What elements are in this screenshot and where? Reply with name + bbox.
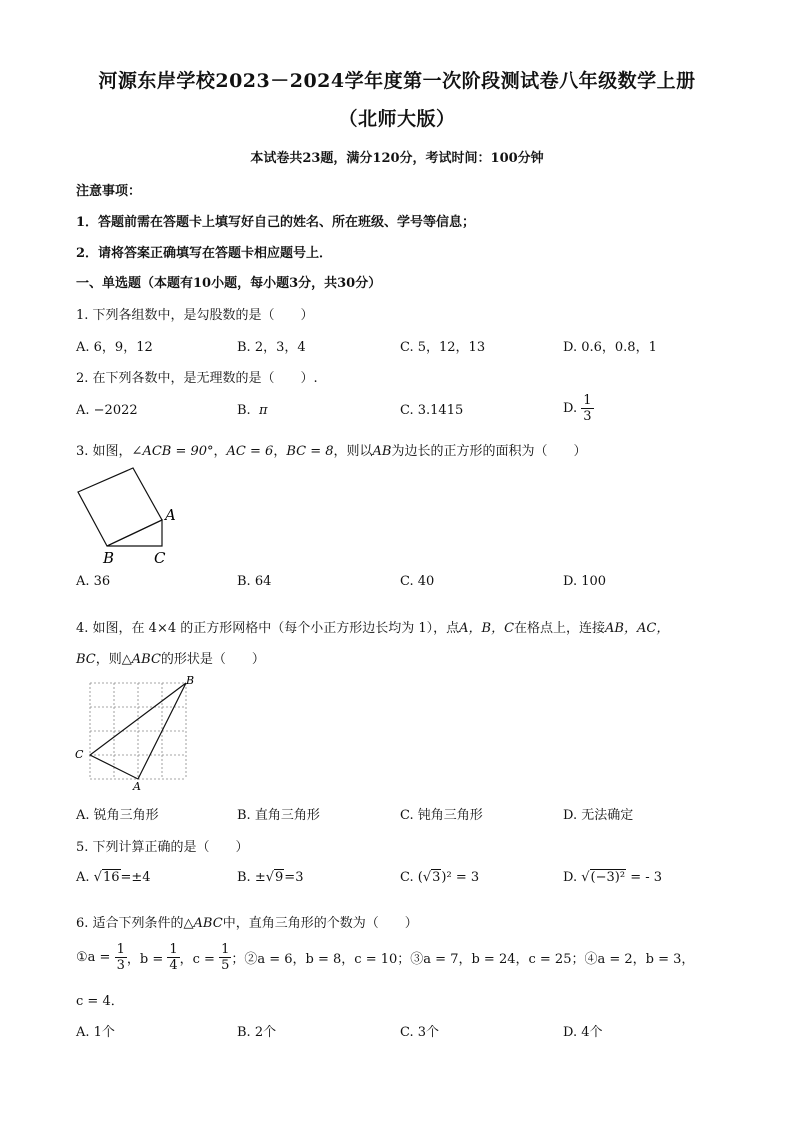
q3-label-a: A: [165, 506, 176, 524]
q6-c-denominator: 5: [221, 958, 230, 973]
question-6-stem: [76, 912, 418, 931]
q5-option-a-rest: =±4: [120, 870, 151, 885]
q3-sep-2: ，: [273, 444, 287, 459]
q5-option-c-rest: = 3: [455, 870, 480, 885]
q4-stem-mid: 在格点上，连接: [514, 621, 606, 636]
q6-option-c: C. 3个: [400, 1025, 440, 1040]
q1-option-d: D. 0.6，0.8，1: [563, 340, 657, 355]
q5-option-d: D. √(−3)² = - 3: [563, 870, 663, 885]
q5-option-d-radicand: (−3)²: [590, 870, 626, 885]
q4-label-c: C: [75, 748, 84, 761]
exam-title: 河源东岸学校2023－2024学年度第一次阶段测试卷八年级数学上册: [98, 70, 696, 92]
q4-option-c: C. 钝角三角形: [400, 808, 483, 823]
q3-ab: AB: [372, 444, 392, 459]
q3-label-b: B: [103, 549, 115, 567]
q6-b-denominator: 4: [169, 958, 178, 973]
q6-triangle-name: △ABC: [183, 916, 223, 931]
q6-cond1-label: ①a =: [76, 950, 111, 965]
q3-angle: ∠ACB = 90°: [131, 444, 214, 459]
q3-option-c: C. 40: [400, 574, 435, 589]
q5-option-c-radicand: 3: [432, 870, 441, 885]
q3-label-c: C: [154, 549, 166, 567]
q5-option-b-radicand: 9: [275, 870, 284, 885]
q5-option-d-label: D.: [563, 870, 578, 885]
q6-c-numerator: 1: [221, 942, 230, 957]
q4-option-a: A. 锐角三角形: [76, 808, 159, 823]
q4-points: A，B，C: [459, 621, 515, 636]
q6-cond1-b-label: ，b =: [126, 952, 164, 967]
q4-label-b: B: [186, 674, 195, 687]
q6-conditions-line-2: c = 4．: [76, 994, 124, 1009]
q4-option-d: D. 无法确定: [563, 808, 634, 823]
q3-bc: BC = 8: [286, 444, 334, 459]
notes-heading: 注意事项：: [76, 184, 142, 199]
q4-stem-suffix: 的形状是（ ）: [160, 652, 265, 667]
q6-cond1-c-fraction: [219, 942, 231, 973]
q6-conditions-line-1: [76, 942, 694, 973]
q4-grid-figure: [72, 673, 198, 791]
q6-cond1-c-label: ，c =: [179, 952, 215, 967]
q2-option-d-fraction: [581, 393, 593, 424]
q2-option-b: [237, 403, 268, 418]
q3-sep-3: ，则以: [333, 444, 373, 459]
q4-label-a: A: [133, 780, 141, 791]
question-2-stem: 2. 在下列各数中，是无理数的是（ ）.: [76, 371, 318, 386]
q1-option-a: A. 6，9，12: [76, 340, 153, 355]
question-3-stem: [76, 440, 586, 459]
q3-figure: [70, 460, 190, 572]
q4-stem-prefix: 4. 如图，在 4×4 的正方形网格中（每个小正方形边长均为 1），点: [76, 621, 460, 636]
q3-square: [78, 468, 162, 546]
note-item-2: 2．请将答案正确填写在答题卡相应题号上．: [76, 246, 333, 261]
q3-stem-prefix: 3. 如图，: [76, 444, 132, 459]
q2-option-d: [563, 393, 594, 424]
q3-option-a: A. 36: [76, 574, 111, 589]
q5-option-b-label: B. ±: [237, 870, 266, 885]
q2-option-b-label: B.: [237, 403, 251, 418]
q3-stem-suffix: 为边长的正方形的面积为（ ）: [391, 444, 587, 459]
section-heading: 一、单选题（本题有10小题，每小题3分，共30分）: [76, 276, 382, 291]
q4-option-b: B. 直角三角形: [237, 808, 320, 823]
question-1-stem: 1. 下列各组数中，是勾股数的是（ ）: [76, 308, 314, 323]
q2-fraction-numerator: 1: [583, 393, 592, 408]
q5-option-b: B. ±√9=3: [237, 870, 304, 885]
q6-option-d: D. 4个: [563, 1025, 603, 1040]
q5-option-a: A. √16=±4: [76, 870, 151, 885]
q6-cond1-b-fraction: [167, 942, 179, 973]
q2-fraction-denominator: 3: [583, 409, 592, 424]
q5-option-a-label: A.: [76, 870, 90, 885]
q4-segment-bc: BC: [76, 652, 96, 667]
q3-sep-1: ，: [213, 444, 227, 459]
q4-segments: AB，AC，: [605, 621, 670, 636]
question-4-stem-line-2: [76, 648, 265, 667]
q2-option-b-value: π: [258, 403, 268, 418]
q3-option-d: D. 100: [563, 574, 607, 589]
q3-triangle: [107, 520, 162, 546]
q5-option-d-rest: = - 3: [630, 870, 663, 885]
exam-edition: （北师大版）: [338, 108, 456, 130]
q4-stem-mid-2: ，则: [95, 652, 122, 667]
q2-option-c: C. 3.1415: [400, 403, 464, 418]
question-5-stem: 5. 下列计算正确的是（ ）: [76, 840, 249, 855]
q5-option-a-radicand: 16: [102, 870, 120, 885]
q4-grid: [90, 683, 186, 779]
q3-option-b: B. 64: [237, 574, 272, 589]
q5-option-b-rest: =3: [284, 870, 304, 885]
exam-info: 本试卷共23题，满分120分，考试时间：100分钟: [250, 151, 544, 166]
q6-stem-suffix: 中，直角三角形的个数为（ ）: [222, 916, 418, 931]
q6-option-a: A. 1个: [76, 1025, 115, 1040]
q1-option-b: B. 2，3，4: [237, 340, 306, 355]
note-item-1: 1．答题前需在答题卡上填写好自己的姓名、所在班级、学号等信息；: [76, 215, 476, 230]
q6-option-b: B. 2个: [237, 1025, 277, 1040]
q2-option-d-label: D.: [563, 401, 578, 416]
q5-option-c-label: C.: [400, 870, 414, 885]
q2-option-a: A. −2022: [76, 403, 138, 418]
q1-option-c: C. 5，12，13: [400, 340, 486, 355]
q6-a-numerator: 1: [116, 942, 125, 957]
q5-option-c: C. (√3)² = 3: [400, 870, 480, 885]
q6-b-numerator: 1: [169, 942, 178, 957]
q6-a-denominator: 3: [116, 958, 125, 973]
question-4-stem-line-1: [76, 617, 669, 636]
q6-conditions-rest: ；②a = 6，b = 8，c = 10；③a = 7，b = 24，c = 25；④a = 2，b = 3，: [231, 952, 695, 967]
q4-triangle-name: △ABC: [121, 652, 161, 667]
q3-ac: AC = 6: [226, 444, 274, 459]
q6-stem-prefix: 6. 适合下列条件的: [76, 916, 184, 931]
q6-cond1-a-fraction: [115, 942, 127, 973]
